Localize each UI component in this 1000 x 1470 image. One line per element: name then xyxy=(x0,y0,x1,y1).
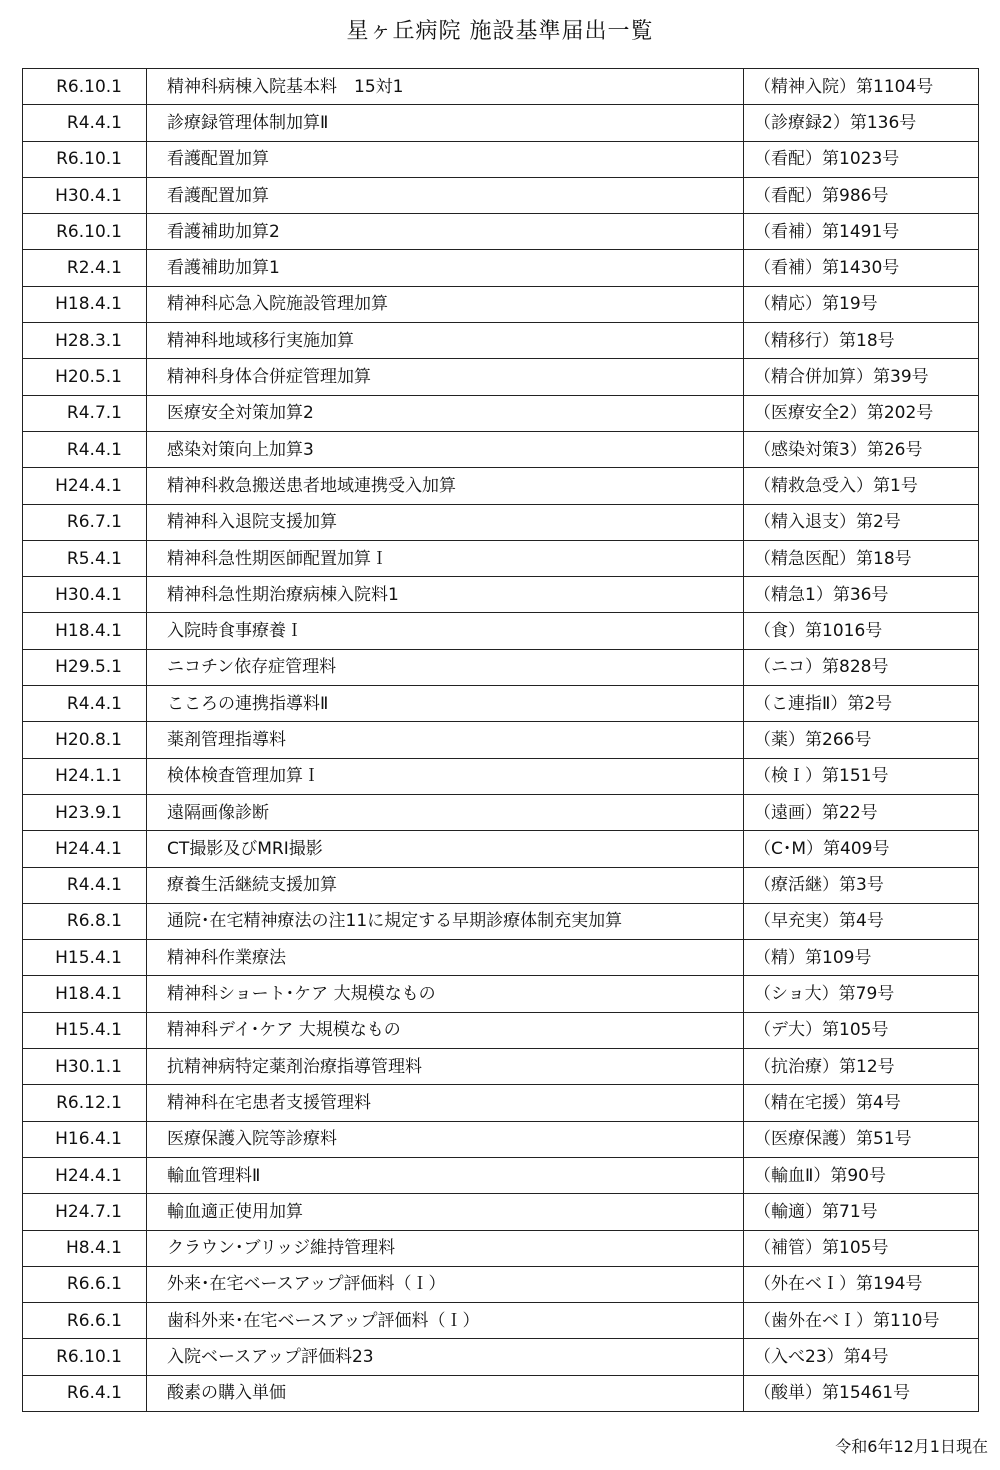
row-notification-number: （食）第1016号 xyxy=(744,613,979,649)
row-standard-name: 看護配置加算 xyxy=(147,141,744,177)
row-date: H28.3.1 xyxy=(23,323,147,359)
row-standard-name: 通院･在宅精神療法の注11に規定する早期診療体制充実加算 xyxy=(147,903,744,939)
table-row xyxy=(23,976,979,1012)
row-standard-name: こころの連携指導料Ⅱ xyxy=(147,686,744,722)
row-standard-name: 精神科地域移行実施加算 xyxy=(147,323,744,359)
row-date: R6.10.1 xyxy=(23,214,147,250)
row-standard-name: 抗精神病特定薬剤治療指導管理料 xyxy=(147,1049,744,1085)
table-row xyxy=(23,649,979,685)
row-standard-name: 精神科救急搬送患者地域連携受入加算 xyxy=(147,468,744,504)
row-notification-number: （精急1）第36号 xyxy=(744,577,979,613)
table-row xyxy=(23,359,979,395)
row-standard-name: 精神科急性期治療病棟入院料1 xyxy=(147,577,744,613)
row-standard-name: 精神科急性期医師配置加算Ｉ xyxy=(147,540,744,576)
table-row xyxy=(23,105,979,141)
row-standard-name: 療養生活継続支援加算 xyxy=(147,867,744,903)
table-row xyxy=(23,1085,979,1121)
row-standard-name: 遠隔画像診断 xyxy=(147,794,744,830)
row-date: R4.4.1 xyxy=(23,431,147,467)
row-standard-name: 酸素の購入単価 xyxy=(147,1375,744,1411)
row-notification-number: （ニコ）第828号 xyxy=(744,649,979,685)
row-notification-number: （ショ大）第79号 xyxy=(744,976,979,1012)
row-date: R6.10.1 xyxy=(23,1339,147,1375)
row-notification-number: （C･M）第409号 xyxy=(744,831,979,867)
table-row xyxy=(23,867,979,903)
row-date: H20.8.1 xyxy=(23,722,147,758)
table-row xyxy=(23,1121,979,1157)
row-notification-number: （精移行）第18号 xyxy=(744,323,979,359)
row-standard-name: 精神科応急入院施設管理加算 xyxy=(147,286,744,322)
row-notification-number: （看配）第986号 xyxy=(744,177,979,213)
row-notification-number: （看配）第1023号 xyxy=(744,141,979,177)
row-notification-number: （感染対策3）第26号 xyxy=(744,431,979,467)
as-of-date: 令和6年12月1日現在 xyxy=(835,1437,988,1456)
table-row xyxy=(23,613,979,649)
row-standard-name: 看護配置加算 xyxy=(147,177,744,213)
row-date: H30.4.1 xyxy=(23,177,147,213)
row-date: H20.5.1 xyxy=(23,359,147,395)
table-row xyxy=(23,1375,979,1411)
row-notification-number: （デ大）第105号 xyxy=(744,1012,979,1048)
row-standard-name: CT撮影及びMRI撮影 xyxy=(147,831,744,867)
row-notification-number: （遠画）第22号 xyxy=(744,794,979,830)
row-standard-name: 入院時食事療養Ｉ xyxy=(147,613,744,649)
row-standard-name: 精神科デイ･ケア 大規模なもの xyxy=(147,1012,744,1048)
row-date: H24.4.1 xyxy=(23,831,147,867)
row-standard-name: 精神科病棟入院基本料 15対1 xyxy=(147,69,744,105)
row-notification-number: （酸単）第15461号 xyxy=(744,1375,979,1411)
row-notification-number: （療活継）第3号 xyxy=(744,867,979,903)
row-notification-number: （検Ｉ）第151号 xyxy=(744,758,979,794)
row-notification-number: （医療安全2）第202号 xyxy=(744,395,979,431)
row-notification-number: （精）第109号 xyxy=(744,940,979,976)
row-date: H24.1.1 xyxy=(23,758,147,794)
row-date: H16.4.1 xyxy=(23,1121,147,1157)
table-row xyxy=(23,1194,979,1230)
row-date: H24.4.1 xyxy=(23,1157,147,1193)
row-date: H15.4.1 xyxy=(23,1012,147,1048)
row-standard-name: 輸血管理料Ⅱ xyxy=(147,1157,744,1193)
table-row xyxy=(23,250,979,286)
table-row xyxy=(23,214,979,250)
row-date: R4.4.1 xyxy=(23,686,147,722)
row-standard-name: クラウン･ブリッジ維持管理料 xyxy=(147,1230,744,1266)
standards-table-body xyxy=(23,69,979,1412)
table-row xyxy=(23,177,979,213)
row-notification-number: （輸適）第71号 xyxy=(744,1194,979,1230)
table-row xyxy=(23,831,979,867)
page-title: 星ヶ丘病院 施設基準届出一覧 xyxy=(346,19,654,44)
table-row xyxy=(23,686,979,722)
row-notification-number: （診療録2）第136号 xyxy=(744,105,979,141)
table-row xyxy=(23,395,979,431)
row-date: H30.4.1 xyxy=(23,577,147,613)
row-notification-number: （補管）第105号 xyxy=(744,1230,979,1266)
row-standard-name: 精神科入退院支援加算 xyxy=(147,504,744,540)
table-row xyxy=(23,794,979,830)
row-date: R4.7.1 xyxy=(23,395,147,431)
row-notification-number: （精救急受入）第1号 xyxy=(744,468,979,504)
table-row xyxy=(23,468,979,504)
row-date: R6.6.1 xyxy=(23,1266,147,1302)
row-notification-number: （精合併加算）第39号 xyxy=(744,359,979,395)
row-date: H24.4.1 xyxy=(23,468,147,504)
table-row xyxy=(23,540,979,576)
table-row xyxy=(23,431,979,467)
row-notification-number: （輸血Ⅱ）第90号 xyxy=(744,1157,979,1193)
row-standard-name: 精神科ショート･ケア 大規模なもの xyxy=(147,976,744,1012)
table-row xyxy=(23,286,979,322)
row-standard-name: 精神科作業療法 xyxy=(147,940,744,976)
row-date: R6.6.1 xyxy=(23,1303,147,1339)
row-standard-name: 外来･在宅ベースアップ評価料（Ｉ） xyxy=(147,1266,744,1302)
row-date: H18.4.1 xyxy=(23,613,147,649)
row-notification-number: （精応）第19号 xyxy=(744,286,979,322)
row-date: H8.4.1 xyxy=(23,1230,147,1266)
row-standard-name: ニコチン依存症管理料 xyxy=(147,649,744,685)
row-notification-number: （薬）第266号 xyxy=(744,722,979,758)
table-row xyxy=(23,504,979,540)
row-date: R2.4.1 xyxy=(23,250,147,286)
row-date: H24.7.1 xyxy=(23,1194,147,1230)
row-standard-name: 薬剤管理指導料 xyxy=(147,722,744,758)
row-date: H29.5.1 xyxy=(23,649,147,685)
row-notification-number: （精入退支）第2号 xyxy=(744,504,979,540)
row-date: R6.7.1 xyxy=(23,504,147,540)
table-row xyxy=(23,940,979,976)
row-standard-name: 歯科外来･在宅ベースアップ評価料（Ｉ） xyxy=(147,1303,744,1339)
table-row xyxy=(23,69,979,105)
row-notification-number: （早充実）第4号 xyxy=(744,903,979,939)
row-notification-number: （外在ベＩ）第194号 xyxy=(744,1266,979,1302)
row-date: R6.10.1 xyxy=(23,141,147,177)
row-date: R4.4.1 xyxy=(23,105,147,141)
row-notification-number: （抗治療）第12号 xyxy=(744,1049,979,1085)
row-standard-name: 医療安全対策加算2 xyxy=(147,395,744,431)
row-standard-name: 精神科身体合併症管理加算 xyxy=(147,359,744,395)
row-date: R4.4.1 xyxy=(23,867,147,903)
row-notification-number: （精在宅援）第4号 xyxy=(744,1085,979,1121)
row-date: H15.4.1 xyxy=(23,940,147,976)
row-standard-name: 精神科在宅患者支援管理料 xyxy=(147,1085,744,1121)
table-row xyxy=(23,1230,979,1266)
row-notification-number: （歯外在ベＩ）第110号 xyxy=(744,1303,979,1339)
table-row xyxy=(23,1012,979,1048)
row-standard-name: 検体検査管理加算Ｉ xyxy=(147,758,744,794)
row-date: R5.4.1 xyxy=(23,540,147,576)
row-standard-name: 入院ベースアップ評価料23 xyxy=(147,1339,744,1375)
table-row xyxy=(23,1266,979,1302)
standards-table xyxy=(22,68,979,1412)
table-row xyxy=(23,1049,979,1085)
row-notification-number: （精急医配）第18号 xyxy=(744,540,979,576)
table-row xyxy=(23,758,979,794)
row-date: R6.8.1 xyxy=(23,903,147,939)
row-standard-name: 医療保護入院等診療料 xyxy=(147,1121,744,1157)
table-row xyxy=(23,903,979,939)
table-row xyxy=(23,1303,979,1339)
table-row xyxy=(23,577,979,613)
row-date: R6.4.1 xyxy=(23,1375,147,1411)
row-standard-name: 感染対策向上加算3 xyxy=(147,431,744,467)
row-notification-number: （こ連指Ⅱ）第2号 xyxy=(744,686,979,722)
row-notification-number: （看補）第1430号 xyxy=(744,250,979,286)
row-standard-name: 看護補助加算2 xyxy=(147,214,744,250)
row-date: H18.4.1 xyxy=(23,286,147,322)
row-date: R6.12.1 xyxy=(23,1085,147,1121)
table-row xyxy=(23,1339,979,1375)
row-notification-number: （医療保護）第51号 xyxy=(744,1121,979,1157)
row-notification-number: （入べ23）第4号 xyxy=(744,1339,979,1375)
table-row xyxy=(23,1157,979,1193)
table-row xyxy=(23,323,979,359)
row-date: H30.1.1 xyxy=(23,1049,147,1085)
row-standard-name: 看護補助加算1 xyxy=(147,250,744,286)
table-row xyxy=(23,141,979,177)
row-standard-name: 診療録管理体制加算Ⅱ xyxy=(147,105,744,141)
row-date: H18.4.1 xyxy=(23,976,147,1012)
table-row xyxy=(23,722,979,758)
row-notification-number: （精神入院）第1104号 xyxy=(744,69,979,105)
row-date: H23.9.1 xyxy=(23,794,147,830)
row-standard-name: 輸血適正使用加算 xyxy=(147,1194,744,1230)
row-notification-number: （看補）第1491号 xyxy=(744,214,979,250)
row-date: R6.10.1 xyxy=(23,69,147,105)
